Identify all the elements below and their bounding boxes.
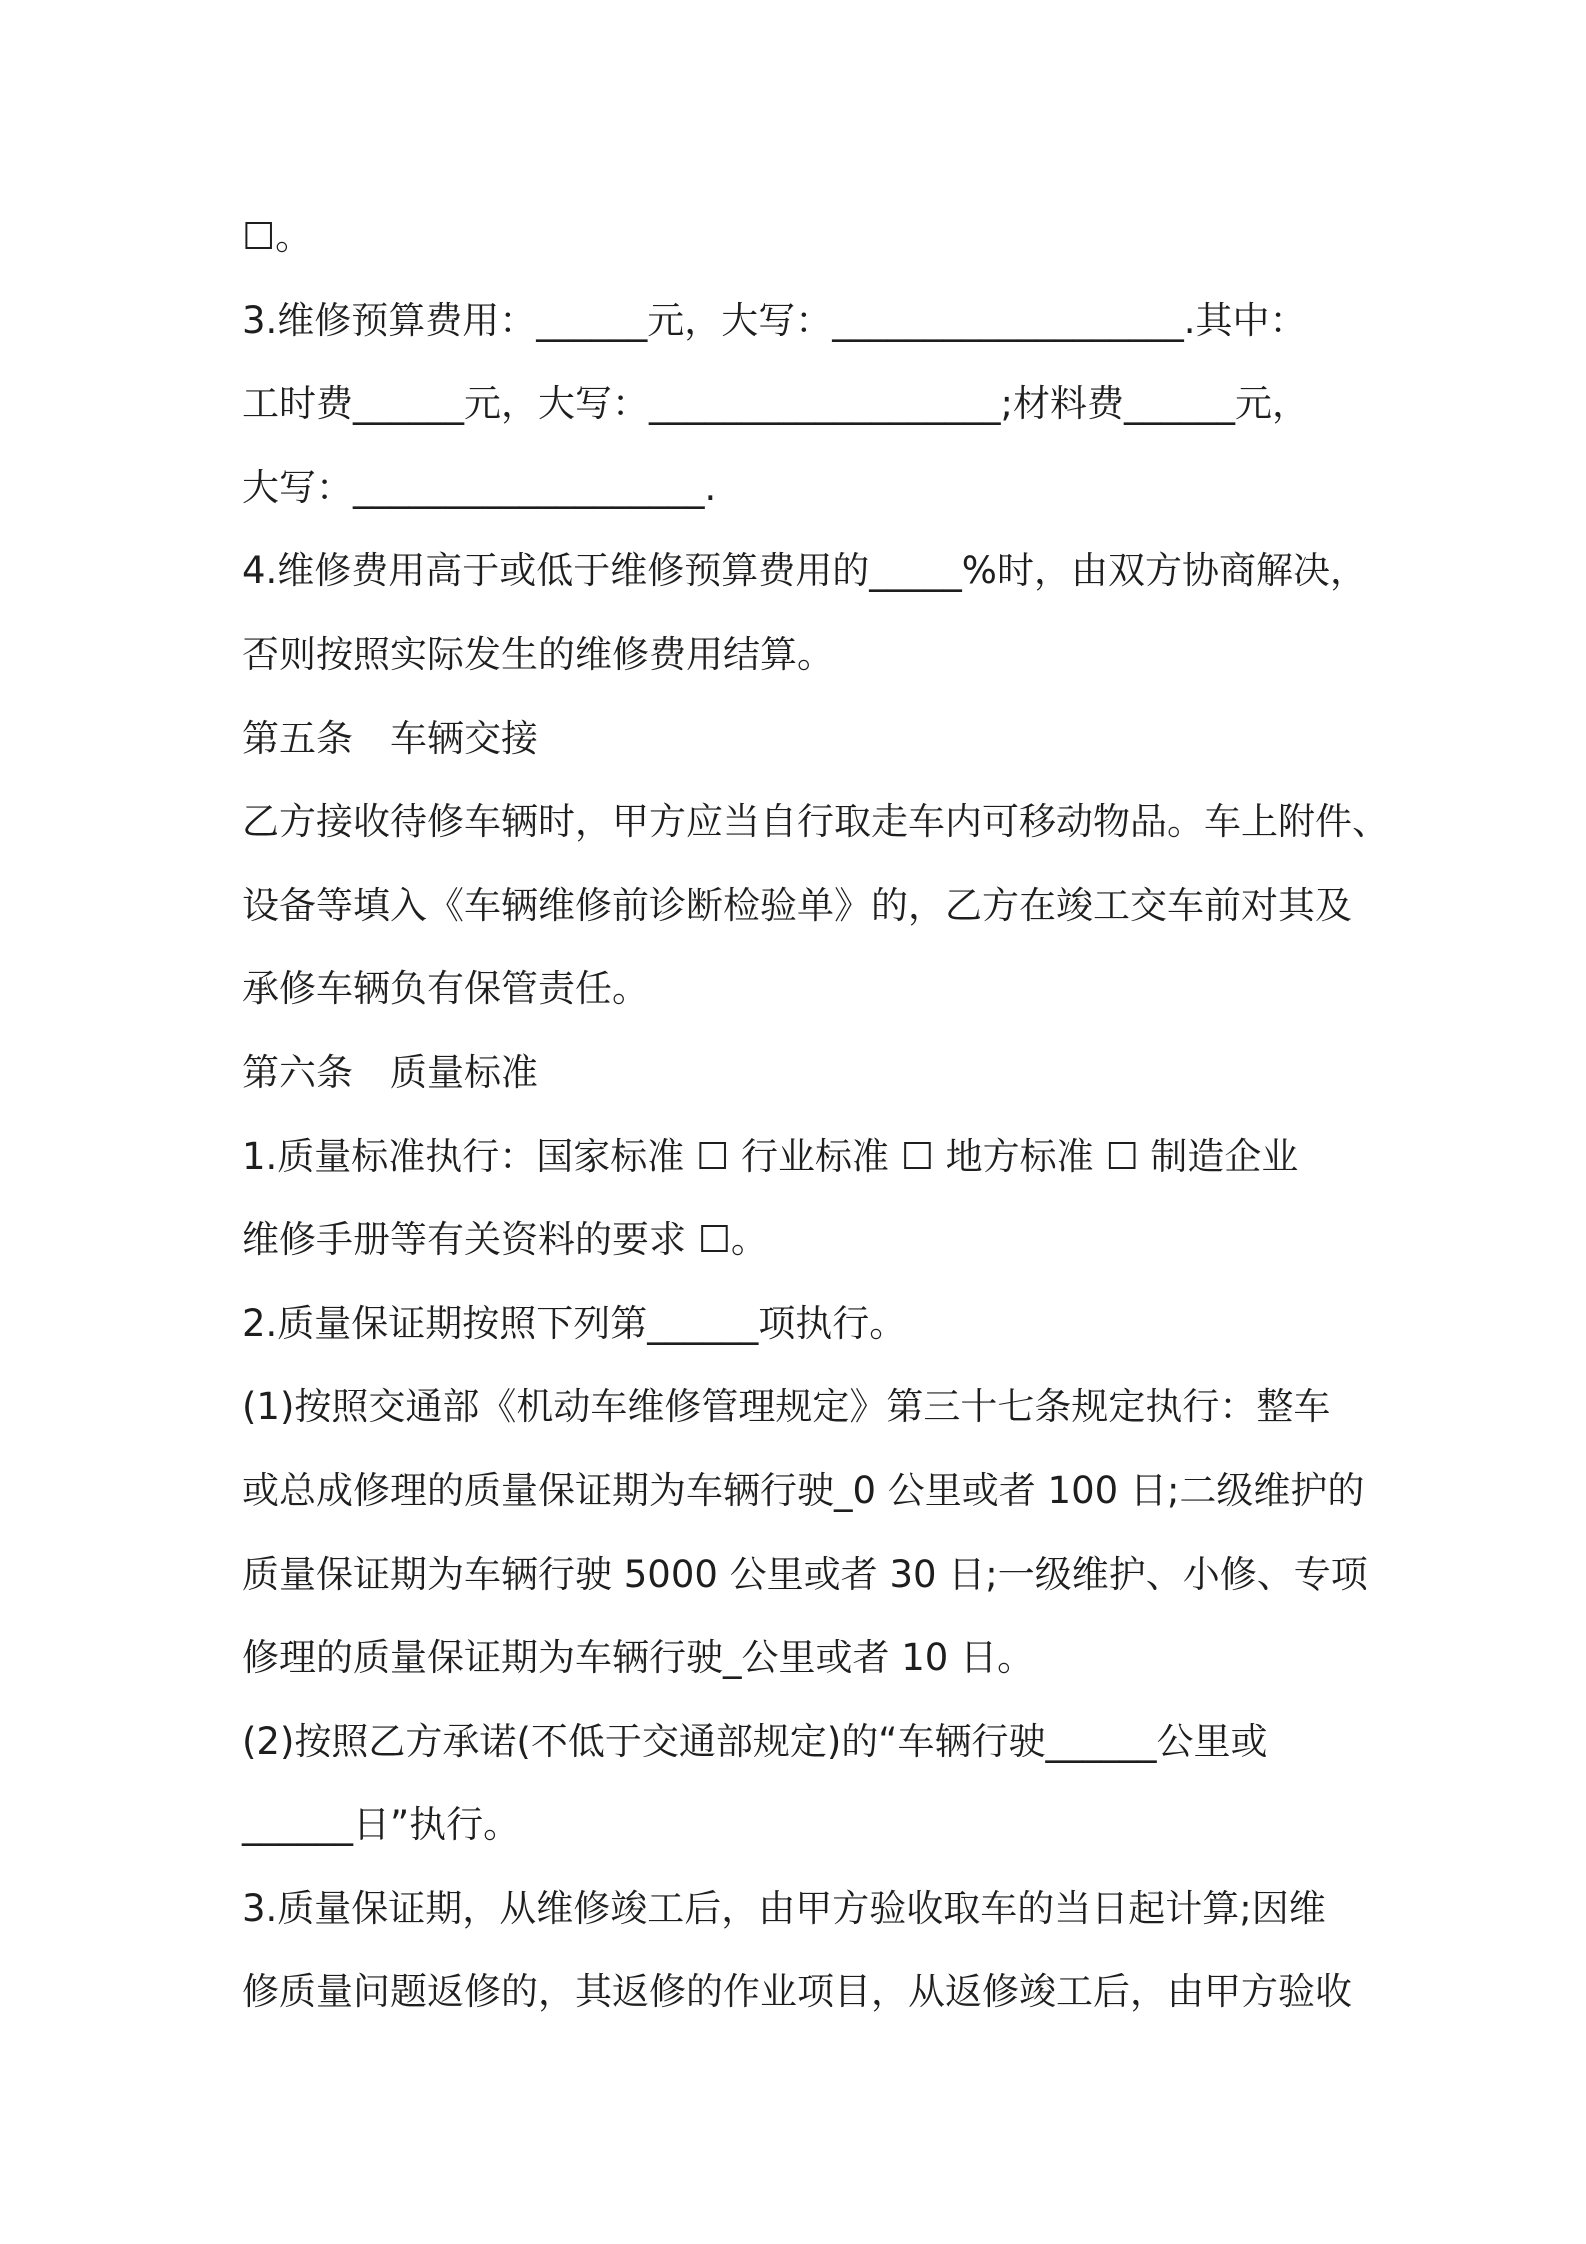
text-line: 质量保证期为车辆行驶 5000 公里或者 30 日;一级维护、小修、专项 (242, 1552, 1368, 1596)
section-heading: 第五条 车辆交接 (242, 716, 538, 760)
text-line: 修理的质量保证期为车辆行驶_公里或者 10 日。 (242, 1636, 1035, 1680)
text-line: ☐。 (242, 215, 313, 258)
text-line: 或总成修理的质量保证期为车辆行驶_0 公里或者 100 日;二级维护的 (242, 1468, 1365, 1512)
text-line: (2)按照乙方承诺(不低于交通部规定)的“车辆行驶______公里或 (242, 1719, 1268, 1763)
text-line: 1.质量标准执行：国家标准 ☐ 行业标准 ☐ 地方标准 ☐ 制造企业 (242, 1134, 1299, 1178)
text-line: 设备等填入《车辆维修前诊断检验单》的，乙方在竣工交车前对其及 (242, 883, 1352, 927)
text-line: (1)按照交通部《机动车维修管理规定》第三十七条规定执行：整车 (242, 1385, 1331, 1429)
section-heading: 第六条 质量标准 (242, 1050, 538, 1094)
text-line: 乙方接收待修车辆时，甲方应当自行取走车内可移动物品。车上附件、 (242, 800, 1389, 844)
text-line: 维修手册等有关资料的要求 ☐。 (242, 1218, 768, 1262)
document-page (242, 195, 1389, 2034)
text-line: 2.质量保证期按照下列第______项执行。 (242, 1301, 907, 1345)
text-line: 3.质量保证期，从维修竣工后，由甲方验收取车的当日起计算;因维 (242, 1886, 1326, 1930)
text-line: ______日”执行。 (242, 1803, 521, 1847)
text-line: 否则按照实际发生的维修费用结算。 (242, 632, 834, 676)
text-line: 大写：___________________. (242, 465, 717, 509)
text-line: 工时费______元，大写：___________________;材料费______元， (242, 382, 1309, 426)
text-line: 修质量问题返修的，其返修的作业项目，从返修竣工后，由甲方验收 (242, 1970, 1352, 2014)
text-line: 4.维修费用高于或低于维修预算费用的_____%时，由双方协商解决， (242, 549, 1367, 593)
text-line: 承修车辆负有保管责任。 (242, 967, 649, 1011)
text-line: 3.维修预算费用：______元，大写：___________________.其中： (242, 298, 1307, 342)
